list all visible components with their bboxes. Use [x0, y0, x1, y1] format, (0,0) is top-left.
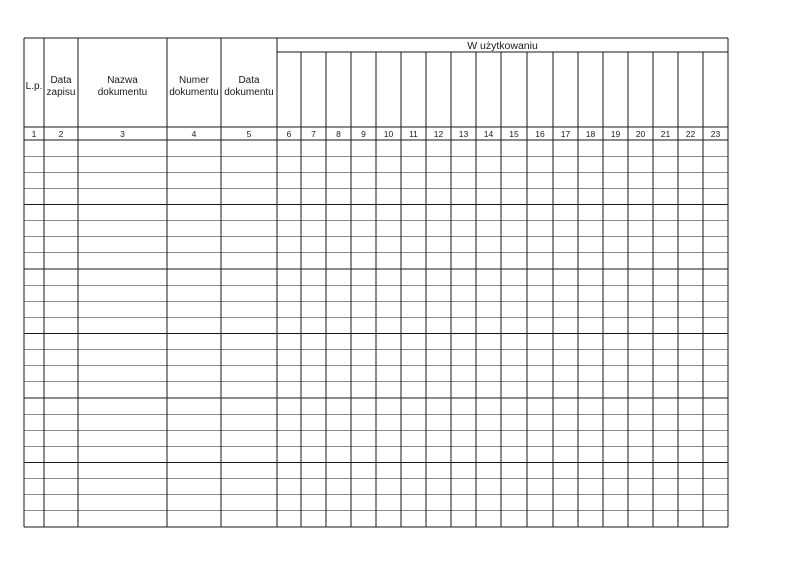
column-number-6: 6 — [286, 129, 292, 139]
column-number-2: 2 — [58, 129, 64, 139]
column-number-17: 17 — [560, 129, 571, 139]
header-data-dokumentu-line-1: Data — [238, 75, 260, 86]
column-number-1: 1 — [31, 129, 37, 139]
column-number-13: 13 — [458, 129, 469, 139]
column-number-4: 4 — [191, 129, 197, 139]
column-number-21: 21 — [660, 129, 671, 139]
column-number-5: 5 — [246, 129, 252, 139]
group-header-w-uzytkowaniu: W użytkowaniu — [467, 40, 538, 52]
header-nazwa-dokumentu-line-1: Nazwa — [107, 75, 138, 86]
header-data-zapisu-line-1: Data — [50, 75, 72, 86]
column-number-9: 9 — [361, 129, 366, 139]
column-number-22: 22 — [685, 129, 696, 139]
column-number-12: 12 — [433, 129, 444, 139]
column-number-16: 16 — [535, 129, 545, 139]
column-number-10: 10 — [383, 129, 394, 139]
header-numer-dokumentu-line-1: Numer — [178, 75, 210, 86]
column-number-3: 3 — [120, 129, 125, 139]
column-number-23: 23 — [710, 129, 721, 139]
column-number-18: 18 — [585, 129, 596, 139]
column-number-20: 20 — [635, 129, 646, 139]
column-number-11: 11 — [409, 129, 418, 139]
column-number-14: 14 — [483, 129, 494, 139]
header-nazwa-dokumentu-line-2: dokumentu — [97, 87, 148, 98]
header-data-zapisu-line-2: zapisu — [46, 87, 76, 98]
column-number-19: 19 — [610, 129, 621, 139]
column-number-15: 15 — [509, 129, 519, 139]
header-numer-dokumentu-line-2: dokumentu — [169, 87, 219, 98]
header-lp-line-1: L.p. — [25, 81, 43, 92]
column-number-7: 7 — [311, 129, 316, 139]
column-number-8: 8 — [336, 129, 341, 139]
header-data-dokumentu-line-2: dokumentu — [224, 87, 274, 98]
